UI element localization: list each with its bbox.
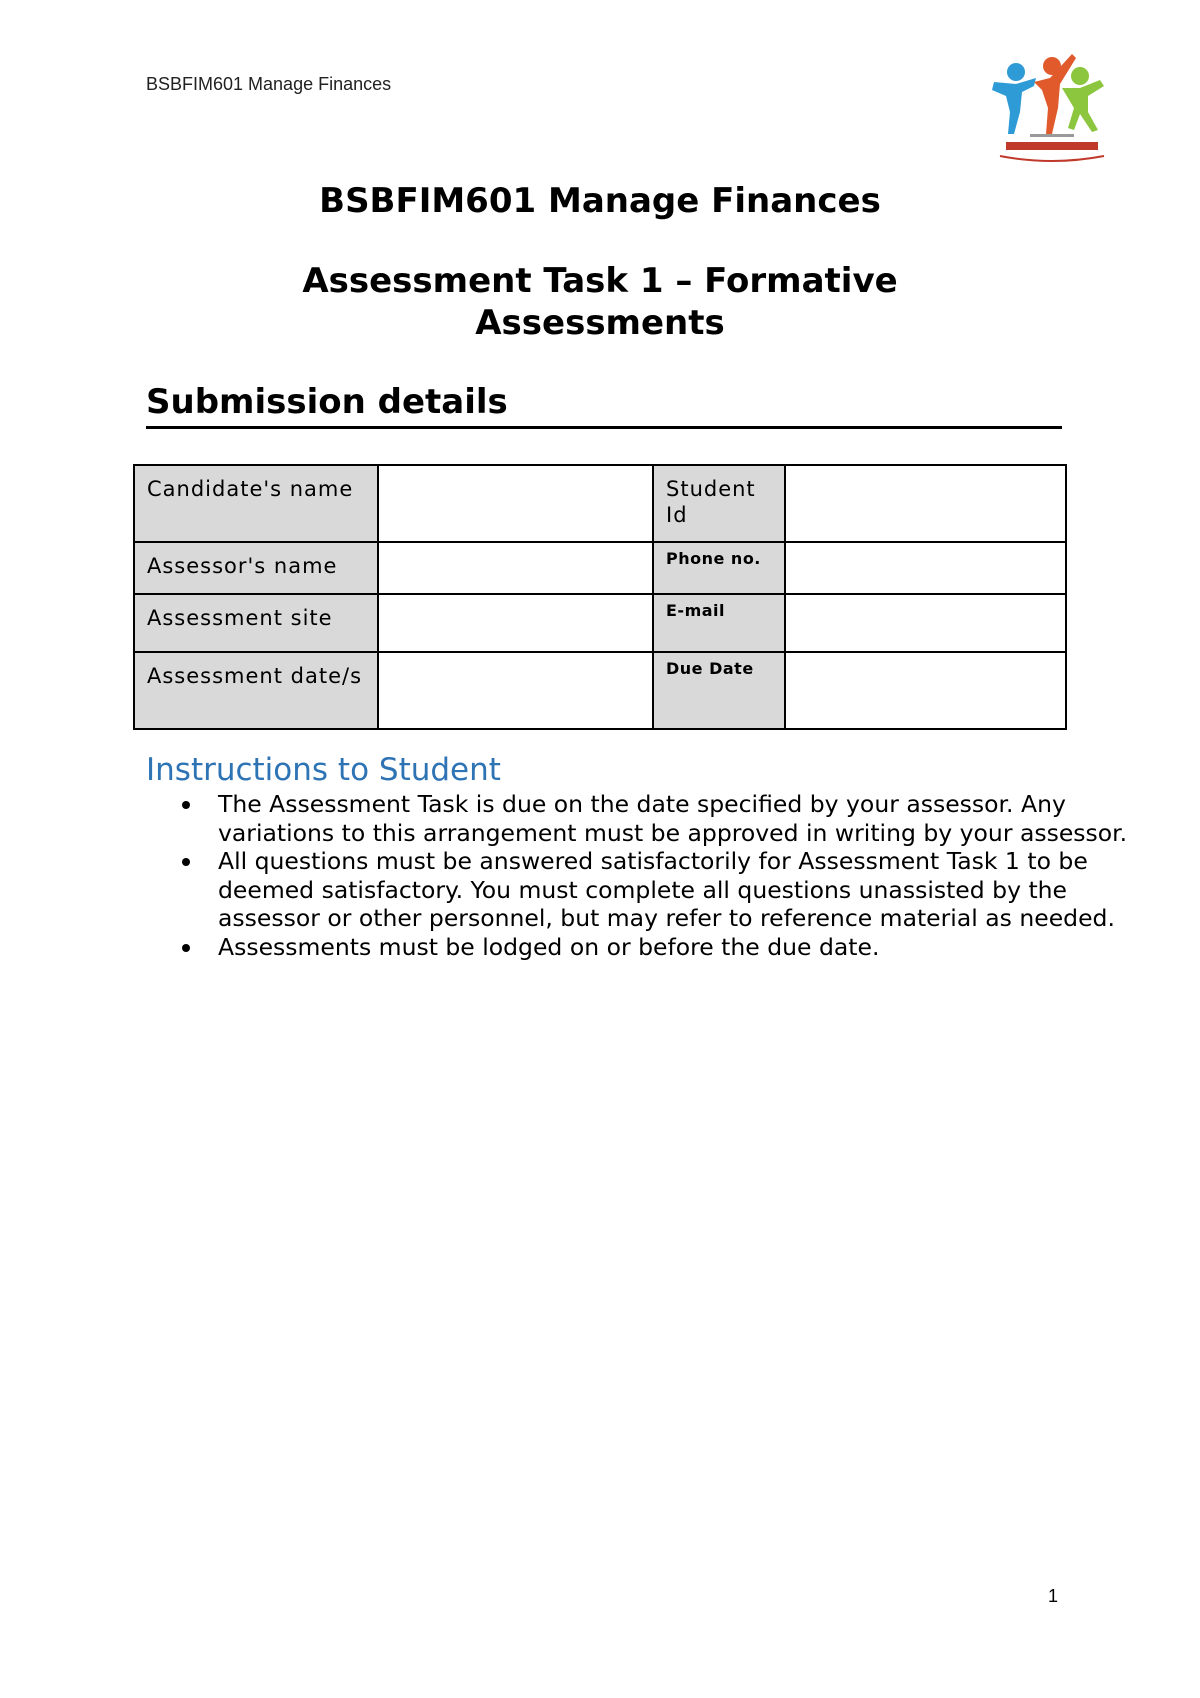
institute-logo (976, 38, 1126, 170)
people-logo-icon (976, 38, 1126, 170)
student-id-field[interactable] (785, 465, 1066, 542)
submission-details-heading: Submission details (146, 380, 1062, 429)
candidate-name-field[interactable] (378, 465, 653, 542)
list-item: All questions must be answered satisfactorily for Assessment Task 1 to be deemed satisfactory. You must complete all questions unassisted by the assessor or other personnel, but may refer to reference material as needed. (218, 847, 1138, 933)
table-row (134, 594, 1066, 652)
table-row (134, 542, 1066, 594)
due-date-field[interactable] (785, 652, 1066, 729)
email-label: E-mail (653, 594, 785, 652)
phone-label: Phone no. (653, 542, 785, 594)
page-subtitle: Assessment Task 1 – Formative Assessments (302, 261, 898, 343)
page-number: 1 (1048, 1586, 1059, 1606)
student-id-label: Student Id (653, 465, 785, 542)
instructions-list (146, 790, 1138, 961)
candidate-name-label: Candidate's name (134, 465, 378, 542)
assessment-dates-label: Assessment date/s (134, 652, 378, 729)
page-title: BSBFIM601 Manage Finances (319, 181, 881, 221)
assessor-name-label: Assessor's name (134, 542, 378, 594)
list-item: Assessments must be lodged on or before the due date. (218, 933, 1138, 962)
table-row (134, 465, 1066, 542)
due-date-label: Due Date (653, 652, 785, 729)
assessment-dates-field[interactable] (378, 652, 653, 729)
assessment-site-field[interactable] (378, 594, 653, 652)
submission-details-table (133, 464, 1067, 730)
table-row (134, 652, 1066, 729)
phone-field[interactable] (785, 542, 1066, 594)
assessment-site-label: Assessment site (134, 594, 378, 652)
running-header: BSBFIM601 Manage Finances (146, 74, 392, 94)
email-field[interactable] (785, 594, 1066, 652)
instructions-heading: Instructions to Student (146, 752, 501, 788)
assessor-name-field[interactable] (378, 542, 653, 594)
list-item: The Assessment Task is due on the date specified by your assessor. Any variations to this arrangement must be approved in writing by your assessor. (218, 790, 1138, 847)
